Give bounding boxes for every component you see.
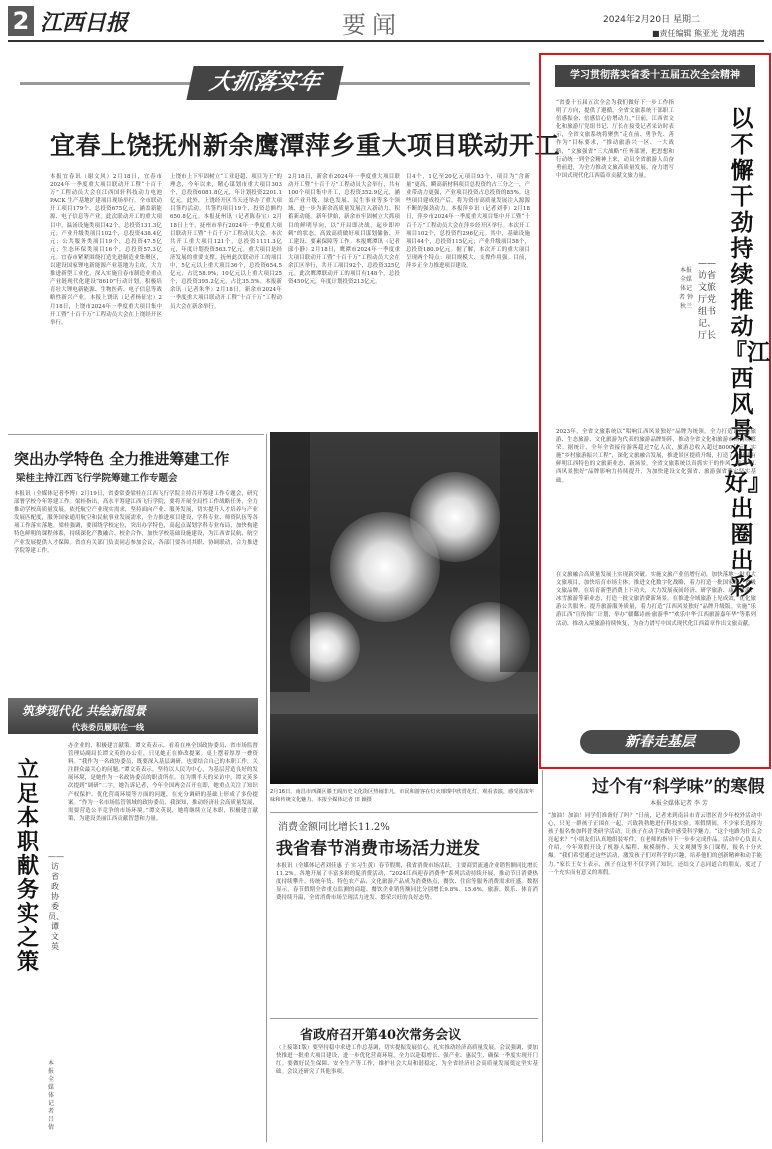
lantern-festival-photo: [270, 432, 538, 784]
feature-body-3: 在文旅融合高质量发展上实现新突破。实施文旅产业倍增行动，加快落地一批重大文旅项目，加快培育市场主体，推进文化数字化战略，着力打造一批国家级、省级文旅品牌。在培育新型消费上下功夫，大力发展夜间经济、研学旅游、康养旅游、冰雪旅游等新业态，打造一批文旅消费新场景。在推进全域旅游上见成效，优化旅游公共服务，提升旅游服务质量，着力打造“江西风景独好”品牌升级版。实施“乐游江西”宣传推广计划，举办“赣鄱诗画·旅游季”“欢乐中华·江西旅游嘉年华”等系列活动，推动入境旅游持续恢复，为奋力谱写中国式现代化江西篇章作出文旅贡献。: [556, 572, 756, 627]
gov-body: （上接第1版）要坚持稳中求进工作总基调，切实提振发展信心，扎实推动经济高质量发展。会议强调，要加快推进一批重大项目建设，进一步优化营商环境，全力以赴稳增长、强产业、惠民生，确保一季度实现开门红。要做好民生保障、安全生产等工作，维护社会大局和谐稳定，为全省经济社会高质量发展奠定坚实基础。会议还研究了其他事项。: [276, 1045, 538, 1076]
section-title: 要闻: [342, 11, 402, 39]
photo-caption: 2月16日，南昌市西湖区滕王阁历史文化街区热闹非凡，市民和游客在灯火璀璨中欣赏花灯、观看表演，感受浓浓年味和传统文化魅力。本报全媒体记者 田 颖摄: [270, 789, 535, 803]
lead-headline: 宜春上饶抚州新余鹰潭萍乡重大项目联动开工: [50, 131, 561, 160]
interview-title: 立足本职献务实之策: [16, 757, 39, 975]
college-body: 本报讯（全媒体记者李博）2月19日，省委常委梁桂在江西飞行学院主持召开筹建工作专题会，研究部署学校今年筹建工作。梁桂指出，高水平筹建江西飞行学院，要将开展全局性工作战略任务，全力推动学校高质量发展。依托航空产业现实需求，坚持面向产业、服务发展，切实提升人才培养与产业发展匹配度，服务国家通用航空和民航事业发展需求，全力推进项目建设、学科专业、师资队伍等各项工作落实落地。梁桂强调，要围绕学校定位，突出办学特色，高起点谋划学科专业布局，加快构建特色鲜明的课程体系，持续深化产教融合、校企合作，加快学校基础设施建设，为江西省民航、航空产业发展提供人才保障。省直有关部门负责同志参加会议，各部门要各司其职、协调联动，合力推进学院筹建工作。: [14, 491, 258, 554]
paper-logo: 江西日报: [40, 10, 129, 36]
feature-body-2: 2023年，全省文旅系统以“唱响江西风景独好”品牌为统领，全力打造以红色旅游、生态旅游、文化旅游为代表的旅游品牌矩阵，推动全省文化和旅游市场持续繁荣。据统计，全年全省接待游客超过7亿人次，旅游总收入超过8000亿元。实施“乡村旅游振兴工程”，深化文旅融合发展，推进景区提质升级，打造了一批具有鲜明江西特色的文旅新业态、新场景。全省文旅系统以真抓实干的作风，推动“江西风景独好”品牌影响力持续提升，为加快建设文化强省、旅游强省奠定坚实基础。: [556, 429, 756, 484]
column-tag: 新春走基层: [580, 730, 740, 754]
science-byline: 本报全媒体记者 李 芳: [650, 800, 708, 807]
masthead-rule: [8, 40, 764, 42]
lead-col-3: 2月18日，新余市2024年一季度重大项目联动开工暨“十百千万”工程动员大会举行，共有100个项目集中开工，总投资352.9亿元，涵盖产业升级、绿色发展、民生事业等多个领域，进一步为新余高质量发展注入新动力、积蓄新动能。新年伊始，新余市牢固树立大抓项目的鲜明导向，以“开局即决战，起步即冲刺”的状态，高效高质做好项目谋划储备、开工建设、要素保障等工作。本报鹰潭讯（记者邱小静）2月18日，鹰潭市2024年一季度重大项目联动开工暨“十百千万”工程动员大会在余江区举行，共开工项目92个，总投资325亿元。此次鹰潭联动开工的项目有148个，总投资450亿元，年度计划投资213亿元。: [288, 174, 400, 286]
feature-tag: 学习贯彻落实省委十五届五次全会精神: [555, 65, 755, 87]
lead-col-4: 目4个，1亿至20亿元项目93个，项目为“含新量”更高，瞬高新材料项目总投资约占三分之一，产业带动力更强，产业项目投资占总投资的85%。这些项目建成投产后，将为资市高质量发展注入源源不断的强劲动力。本报萍乡讯（记者刘菲）2月18日，萍乡市2024年一季度重大项目集中开工暨“十百千万”工程动员大会在萍乡经开区举行。本次开工项目102个，总投资约296亿元。其中，基础设施项目44个，总投资115亿元；产业升级项目58个，总投资180.9亿元。据了解，本次开工的重大项目呈现两个特点：项目规模大、支撑作用强。目前，萍乡正全力推进项目建设。: [406, 174, 530, 270]
divider: [542, 770, 543, 1142]
editors-credit: ■责任编辑 熊亚光 龙靖茜: [652, 29, 745, 38]
feature-subtitle: ——访省文旅厅党组书记、厅长: [697, 259, 716, 341]
college-subhead: 梁桂主持江西飞行学院筹建工作专题会: [16, 473, 178, 484]
feature-author: 本报全媒体记者 钟秋兰: [679, 267, 693, 310]
issue-date: 2024年2月20日 星期二: [603, 15, 700, 25]
lead-col-1: 本报宜春讯（谢文风）2月18日，宜春市2024年一季度重大项目联动开工暨“十百千万”工程动员大会在江西国轩科技动力电池 PACK 生产基地扩建项目现场举行。全市联动开工项目179个，总投资675亿元，涵盖新能源、电子信息等产业。此次联动开工的重大项目中，温汤设施类项目42个，总投资131.3亿元；产业升级类项目102个，总投资438.4亿元；公共服务类项目19个，总投资47.5亿元；生态环保类项目16个，总投资57.3亿元。宜春市紧紧围绕打造先进制造业集聚区，以建设国家锂电新能源产业基地为主攻，大力推进新型工业化，深入实施宣春市制造业重点产业链现代化建设“8610”行动计划，积极培育壮大锂电新能源、生物医药、电子信息等战略性新兴产业。本报上饶讯（记者杨征宏）2月18日，上饶市2024年一季度重大项目集中开工暨“十百千万”工程动员大会在上饶经开区举行。: [50, 174, 162, 326]
column-banner-subtitle: 代表委员履职在一线: [72, 723, 144, 732]
column-banner-title: 筑梦现代化 共绘新图景: [22, 704, 147, 718]
gov-headline: 省政府召开第40次常务会议: [300, 1028, 462, 1043]
divider: [266, 434, 267, 1142]
divider: [270, 812, 538, 813]
consumer-body: 本报讯（全媒体记者刘佳惠 子 实习生黄）春节假期，我省消费市场活跃，主要商贸流通企业销售额同比增长11.2%。各地开展了丰富多彩的促消费活动，“2024江西迎春消费季”系列活动持续开展，推动节日消费热度持续攀升。传统年货、特色农产品、文化旅游产品成为消费热点，餐饮、住宿等服务消费需求旺盛。数据显示，春节假期全省重点监测的商超、餐饮企业销售额同比分别增长9.8%、15.6%，旅游、娱乐、体育消费持续升温，全省消费市场呈现活力迸发、繁荣兴旺的良好态势。: [276, 863, 538, 902]
page-number: 2: [8, 6, 34, 36]
feature-body-1: “省委十五届五次全会为我们做好下一步工作指明了方向，提供了遵循。全省文旅系统干部职工倍感振奋、倍感信心倍增动力。”日前，江西省文化和旅游厅党组书记、厅长在接受记者采访时表示，全省文旅系统将聚焦“走在前、勇争先、善作为”目标要求，“推动旅游兴一区、一大战略，“文旅强省”三大战略”任务部署，把思想和行动统一到全会精神上来，动员全省旅游人员奋勇前进，为全力推动文旅高质量发展、奋力谱写中国式现代化江西篇章贡献文旅力量。: [556, 100, 674, 179]
college-headline: 突出办学特色 全力推进筹建工作: [14, 450, 230, 468]
banner-label: 大抓落实年: [186, 66, 343, 100]
interview-body: 办企业的，积极建言献策。谭文英表示，看着在座全国政协委员、省市场监督管理局副局长谭文英的办公室，只见她正在修改提案。桌上摆着厚厚一叠资料。“我作为一名政协委员，既要深入基层调研，也要结合自己的本职工作，关注群众最关心的问题。”谭文英表示，坚持以人民为中心，为基层营造良好的发展环境，是她作为一名政协委员的职责所在。在为期半天的采访中，谭文英多次提到“调研”二字。她告诉记者，今年全国两会召开在即，她重点关注了知识产权保护、优化营商环境等方面的问题，在充分调研的基础上形成了多份提案。“作为一名市场监管领域的政协委员，我深知，推动经济社会高质量发展，需要营造公平竞争的市场环境。”谭文英说，她将继续立足本职，积极建言献策，为建设美丽江西贡献智慧和力量。: [68, 743, 258, 822]
consumer-kicker: 消费金额同比增长11.2%: [278, 822, 390, 833]
lead-col-2: 上饶市上下牢固树立“工业赶超、项目为王”的理念，今年以来，精心谋划市重大项目303个，总投资6081.8亿元，年计划投资2201.1亿元。此外，上饶经开区当天还举办了重大项目签约活动，共签约项目19个，投资总额约650.8亿元。本报抚州讯（记者陈春宝）2月18日上午，抚州市举行2024年一季度重大项目联动开工暨“十百千万”工程动员大会。本次共开工重大项目121个，总投资1111.3亿元，年度计划投资563.7亿元。重大项目是经济发展的重要支撑。抚州此次联动开工的项目中，5亿元以上重大项目36个，总投资654.5亿元，占比58.9%；10亿元以上重大项目25个，总投资395.2亿元，占比35.5%。本报新余讯（记者朱华）2月18日，新余市2024年一季度重大项目联动开工暨“十百千万”工程动员大会在新余举行。: [170, 174, 282, 310]
feature-title: 以不懈干劲持续推动『江西风景独好』出圈出彩: [724, 105, 770, 600]
interview-author: 本报全媒体记者 吕倩: [48, 1060, 55, 1131]
divider: [270, 1018, 538, 1019]
consumer-headline: 我省春节消费市场活力迸发: [276, 839, 480, 859]
science-body: “加油！加油！同学们准备好了吗？”日前，记者来到南昌市青云谱区青少年校外活动中心，只见一群孩子正围在一起，兴致勃勃地进行科技实验。寒假期间，不少家长选择为孩子报名参加科普类研学活动，让孩子在动手实践中感受科学魅力。“这个电路为什么会亮起来？”小朋友们认真地组装零件，在老师的指导下一步步完成作品。活动中心负责人介绍，今年寒假开设了机器人编程、航模制作、天文观测等多门课程，报名十分火爆。“我们希望通过这些活动，激发孩子们对科学的兴趣，培养他们的创新精神和动手能力。”家长王女士表示，孩子在这里不仅学到了知识，还结交了志同道合的朋友，度过了一个充实而有意义的寒假。: [548, 813, 762, 876]
divider: [8, 434, 264, 435]
interview-subtitle: ——访省政协委员、谭文英: [48, 852, 64, 951]
science-headline: 过个有“科学味”的寒假: [592, 777, 765, 797]
